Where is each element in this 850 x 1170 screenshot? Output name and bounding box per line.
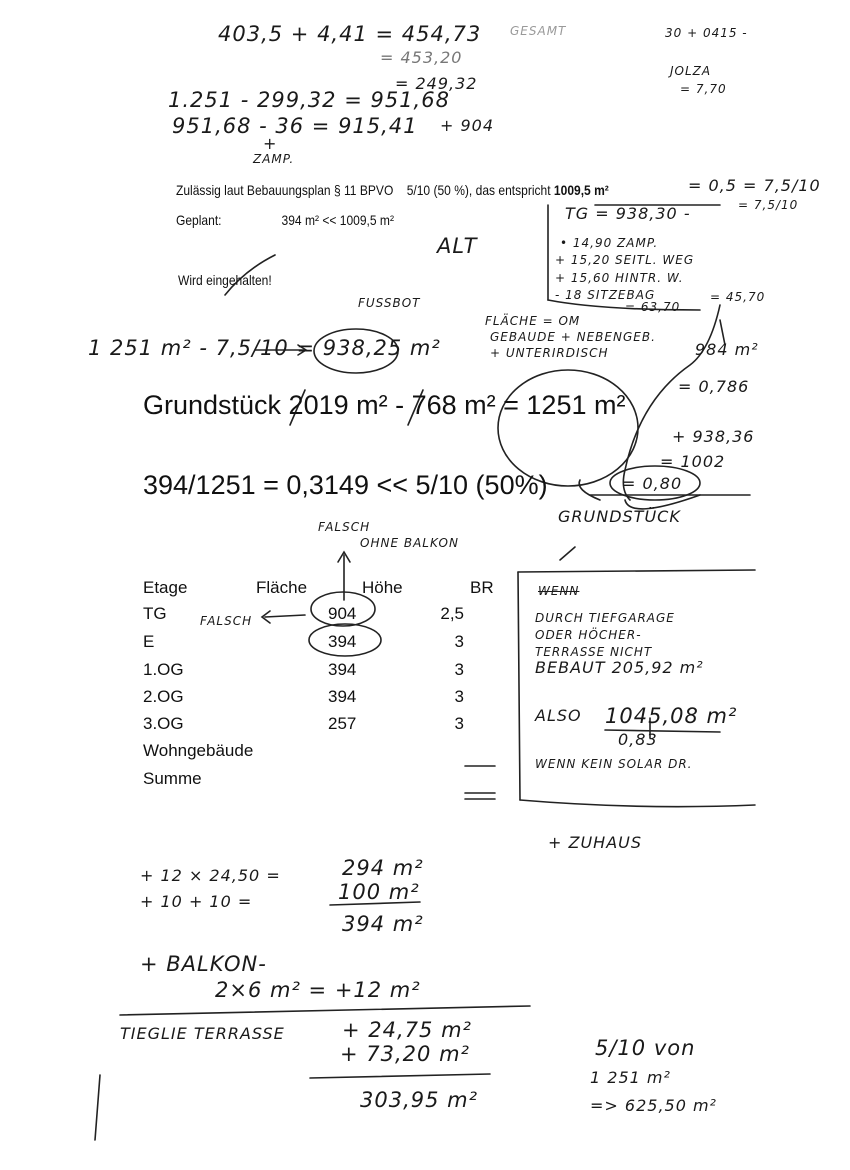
table-header-br: BR	[470, 578, 494, 597]
hw-grund: GRUNDSTÜCK	[558, 507, 681, 526]
hw-plus904: + 904	[440, 116, 495, 135]
hw-falsch1: FALSCH	[318, 520, 371, 534]
hw-top-right4: = 7,70	[680, 82, 727, 96]
hw-box2-l1: DURCH TIEFGARAGE	[535, 611, 675, 625]
ratio-equation: 394/1251 = 0,3149 << 5/10 (50%)	[143, 470, 548, 500]
hw-box-l2: + 15,20 SEITL. WEG	[555, 253, 695, 267]
hw-calc-b2: 100 m²	[338, 880, 420, 904]
hw-calc-b1: + 10 + 10 =	[140, 892, 253, 911]
hw-calc1: 1 251 m² - 7,5/10 = 938,25 m²	[88, 336, 441, 360]
table-residential: Wohngebäude	[143, 741, 254, 760]
hw-top-line4: 1.251 - 299,32 = 951,68	[168, 88, 450, 112]
hw-box2-l5: WENN KEIN SOLAR DR.	[535, 757, 693, 771]
hw-box2-l2: ODER HÖCHER-	[535, 628, 642, 642]
hw-fuss: FUSSBOT	[358, 296, 421, 310]
hw-box-l1: • 14,90 ZAMP.	[560, 236, 659, 250]
hw-zuhaus: + ZUHAUS	[548, 833, 643, 852]
hw-balkon2: 2×6 m² = +12 m²	[215, 978, 421, 1002]
hw-top-right2: 30 + 0415 -	[665, 26, 748, 40]
hw-box2-val: 1045,08 m²	[605, 704, 738, 728]
table-row-area: 394	[328, 632, 357, 651]
table-row-floor: 1.OG	[143, 660, 184, 679]
table-row-area: 257	[328, 714, 357, 733]
hw-flaeche2: GEBAUDE + NEBENGEB.	[490, 330, 656, 344]
hw-r1: 5/10 von	[595, 1036, 696, 1060]
hw-box2-title: WENN	[538, 584, 580, 598]
table-row-floor: TG	[143, 604, 167, 623]
table-row-floor: E	[143, 632, 155, 651]
planned-label: Geplant:	[176, 212, 222, 228]
hw-terrasse: TIEGLIE TERRASSE	[120, 1024, 285, 1043]
hw-top-right: GESAMT	[510, 24, 567, 38]
hw-box2-ratio: 0,83	[618, 730, 658, 749]
hw-flaeche1: FLÄCHE = OM	[485, 314, 581, 328]
table-sum: Summe	[143, 769, 202, 788]
table-row-area: 394	[328, 660, 357, 679]
hw-calc-a2: 294 m²	[342, 856, 424, 880]
table-row-height: 3	[454, 632, 464, 651]
hw-flaeche3: + UNTERIRDISCH	[490, 346, 609, 360]
rule-ratio: 5/10 (50 %), das entspricht	[406, 182, 551, 198]
table-header-area: Fläche	[256, 578, 308, 597]
table-row-height: 3	[454, 660, 464, 679]
hw-r080: = 0,80	[622, 474, 683, 493]
hw-box-r: = 45,70	[710, 290, 766, 304]
hw-r938: + 938,36	[672, 427, 755, 446]
hw-calc-sum: 394 m²	[342, 912, 424, 936]
hw-t2: + 73,20 m²	[340, 1042, 470, 1066]
hw-calc-a1: + 12 × 24,50 =	[140, 866, 281, 885]
table-row-floor: 3.OG	[143, 714, 184, 733]
hw-top-line1: 403,5 + 4,41 = 454,73	[218, 22, 482, 46]
rule-line	[176, 182, 609, 198]
hw-top-line3: = 249,32	[395, 74, 478, 93]
hw-box2-l4: BEBAUT 205,92 m²	[535, 658, 704, 677]
hw-box-l3: + 15,60 HINTR. W.	[555, 271, 684, 285]
hw-t1: + 24,75 m²	[342, 1018, 472, 1042]
hw-plus: +	[263, 134, 278, 153]
hw-box-l4: - 18 SITZEBAG	[555, 288, 656, 302]
hw-r1002: = 1002	[660, 452, 726, 471]
hw-r984: 984 m²	[695, 340, 759, 359]
hw-t3: 303,95 m²	[360, 1088, 479, 1112]
hw-box-tg: TG = 938,30 -	[565, 204, 691, 223]
planned-line	[176, 212, 394, 228]
hw-top-right3: JOLZA	[670, 64, 712, 78]
table-header-floor: Etage	[143, 578, 188, 597]
table-row-height: 3	[454, 687, 464, 706]
hw-r0786: = 0,786	[678, 377, 750, 396]
hw-r2: 1 251 m²	[590, 1068, 671, 1087]
plot-equation: Grundstück 2019 m² - 768 m² = 1251 m²	[143, 390, 626, 420]
rule-text: Zulässig laut Bebauungsplan § 11 BPVO	[176, 182, 394, 198]
kept-line: Wird eingehalten!	[178, 272, 272, 288]
hw-box-eq: = 7,5/10	[738, 198, 799, 212]
table-row-height: 3	[454, 714, 464, 733]
planned-value: 394 m² << 1009,5 m²	[281, 212, 394, 228]
hw-rule-scribble: = 0,5 = 7,5/10	[688, 176, 821, 195]
table-header-height: Höhe	[362, 578, 403, 597]
hw-top-line5: 951,68 - 36 = 915,41	[172, 114, 418, 138]
table-row-height: 2,5	[440, 604, 464, 623]
rule-value: 1009,5 m²	[553, 182, 609, 198]
hw-zamp: ZAMP.	[253, 152, 295, 166]
hw-box2-l3: TERRASSE NICHT	[535, 645, 653, 659]
table-row-area: 904	[328, 604, 357, 623]
hw-alt: ALT	[437, 234, 478, 258]
table-row-floor: 2.OG	[143, 687, 184, 706]
hw-top-line2: = 453,20	[380, 48, 463, 67]
hw-box-l5: = 63,70	[625, 300, 681, 314]
hw-balkon: + BALKON-	[140, 952, 267, 976]
hw-falsch-left: FALSCH	[200, 614, 253, 628]
hw-r3: => 625,50 m²	[590, 1096, 717, 1115]
hw-falsch2: OHNE BALKON	[360, 536, 459, 550]
hw-box2-also: ALSO	[535, 706, 582, 725]
table-row-area: 394	[328, 687, 357, 706]
